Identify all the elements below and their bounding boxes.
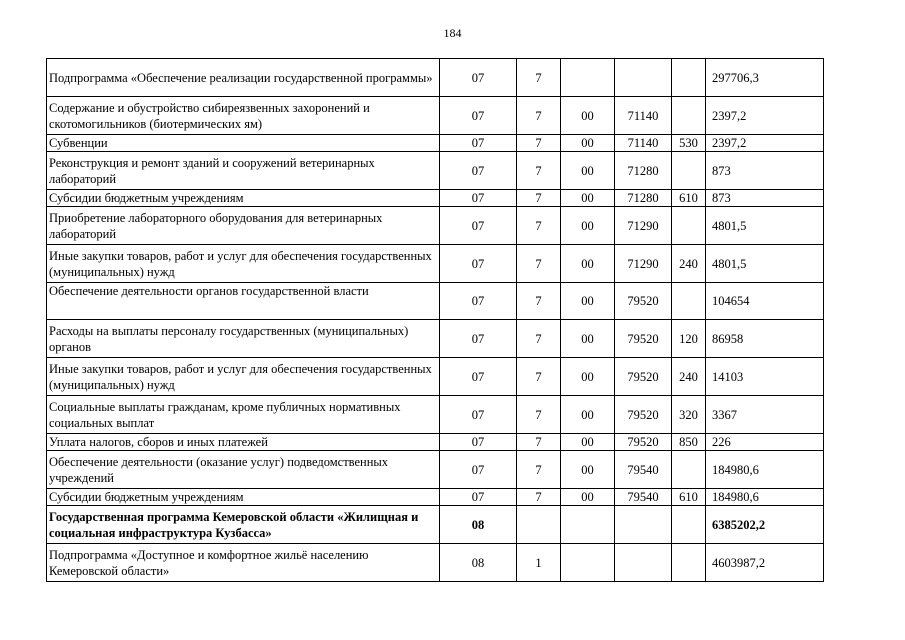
row-amount: 873 [706,190,824,207]
budget-table [46,58,824,582]
row-section-code: 07 [440,59,517,97]
row-direction-code: 71290 [615,245,672,283]
row-event-code: 00 [561,451,615,489]
row-section-code: 07 [440,135,517,152]
row-name: Приобретение лабораторного оборудования для ветеринарных лабораторий [47,207,440,245]
row-name: Социальные выплаты гражданам, кроме публичных нормативных социальных выплат [47,396,440,434]
row-section-code: 07 [440,245,517,283]
row-subprogram-code: 7 [517,245,561,283]
row-amount: 4801,5 [706,245,824,283]
row-subprogram-code [517,506,561,544]
row-section-code: 07 [440,97,517,135]
row-name: Обеспечение деятельности органов государственной власти [47,283,440,320]
row-expense-type-code: 240 [672,245,706,283]
row-expense-type-code [672,152,706,190]
row-direction-code [615,506,672,544]
row-amount: 2397,2 [706,135,824,152]
table-row [47,434,824,451]
row-direction-code: 71280 [615,190,672,207]
row-amount: 4603987,2 [706,544,824,582]
row-name: Подпрограмма «Обеспечение реализации государственной программы» [47,59,440,97]
row-direction-code: 71280 [615,152,672,190]
table-row [47,283,824,320]
row-direction-code: 79520 [615,320,672,358]
row-event-code: 00 [561,358,615,396]
row-event-code: 00 [561,434,615,451]
row-event-code: 00 [561,489,615,506]
row-amount: 3367 [706,396,824,434]
row-direction-code: 79520 [615,358,672,396]
row-event-code: 00 [561,97,615,135]
row-direction-code: 71140 [615,135,672,152]
row-direction-code: 79520 [615,434,672,451]
row-section-code: 07 [440,320,517,358]
row-expense-type-code: 240 [672,358,706,396]
row-amount: 6385202,2 [706,506,824,544]
row-expense-type-code: 530 [672,135,706,152]
row-amount: 297706,3 [706,59,824,97]
row-section-code: 07 [440,152,517,190]
row-section-code: 07 [440,396,517,434]
row-subprogram-code: 7 [517,358,561,396]
row-subprogram-code: 7 [517,207,561,245]
table-row [47,97,824,135]
row-expense-type-code: 610 [672,489,706,506]
row-amount: 86958 [706,320,824,358]
row-direction-code: 79520 [615,396,672,434]
row-direction-code: 79540 [615,489,672,506]
row-event-code [561,544,615,582]
row-expense-type-code [672,97,706,135]
table-row [47,358,824,396]
row-event-code [561,506,615,544]
row-direction-code: 79520 [615,283,672,320]
row-expense-type-code [672,506,706,544]
row-amount: 184980,6 [706,489,824,506]
row-expense-type-code: 320 [672,396,706,434]
row-amount: 184980,6 [706,451,824,489]
row-section-code: 08 [440,544,517,582]
row-section-code: 07 [440,451,517,489]
row-name: Субвенции [47,135,440,152]
row-name: Субсидии бюджетным учреждениям [47,489,440,506]
row-expense-type-code: 850 [672,434,706,451]
row-amount: 226 [706,434,824,451]
row-expense-type-code [672,59,706,97]
row-event-code: 00 [561,320,615,358]
row-direction-code: 71140 [615,97,672,135]
row-amount: 14103 [706,358,824,396]
row-subprogram-code: 7 [517,489,561,506]
table-row [47,59,824,97]
row-name: Содержание и обустройство сибиреязвенных захоронений и скотомогильников (биотермических ям) [47,97,440,135]
row-name: Иные закупки товаров, работ и услуг для обеспечения государственных (муниципальных) нужд [47,245,440,283]
row-section-code: 07 [440,207,517,245]
row-name: Обеспечение деятельности (оказание услуг) подведомственных учреждений [47,451,440,489]
row-subprogram-code: 7 [517,320,561,358]
row-direction-code: 79540 [615,451,672,489]
row-direction-code [615,59,672,97]
row-expense-type-code [672,207,706,245]
row-expense-type-code: 120 [672,320,706,358]
row-section-code: 07 [440,489,517,506]
row-name: Расходы на выплаты персоналу государственных (муниципальных) органов [47,320,440,358]
table-row [47,396,824,434]
row-name: Реконструкция и ремонт зданий и сооружений ветеринарных лабораторий [47,152,440,190]
row-subprogram-code: 7 [517,135,561,152]
row-expense-type-code [672,283,706,320]
row-name: Уплата налогов, сборов и иных платежей [47,434,440,451]
row-event-code: 00 [561,152,615,190]
row-expense-type-code [672,544,706,582]
row-event-code [561,59,615,97]
row-section-code: 08 [440,506,517,544]
row-section-code: 07 [440,358,517,396]
row-amount: 2397,2 [706,97,824,135]
row-amount: 4801,5 [706,207,824,245]
row-expense-type-code [672,451,706,489]
row-subprogram-code: 7 [517,59,561,97]
table-row [47,207,824,245]
table-row [47,451,824,489]
row-name: Подпрограмма «Доступное и комфортное жильё населению Кемеровской области» [47,544,440,582]
row-name: Иные закупки товаров, работ и услуг для обеспечения государственных (муниципальных) нужд [47,358,440,396]
row-event-code: 00 [561,245,615,283]
row-subprogram-code: 7 [517,152,561,190]
row-section-code: 07 [440,283,517,320]
page-number: 184 [443,26,462,40]
row-event-code: 00 [561,135,615,152]
row-amount: 873 [706,152,824,190]
table-row [47,152,824,190]
row-subprogram-code: 7 [517,434,561,451]
row-subprogram-code: 7 [517,451,561,489]
table-row [47,135,824,152]
table-row [47,544,824,582]
table-row [47,320,824,358]
row-direction-code [615,544,672,582]
row-amount: 104654 [706,283,824,320]
row-section-code: 07 [440,434,517,451]
row-name: Субсидии бюджетным учреждениям [47,190,440,207]
row-subprogram-code: 7 [517,396,561,434]
table-row [47,506,824,544]
row-subprogram-code: 7 [517,283,561,320]
row-name: Государственная программа Кемеровской области «Жилищная и социальная инфраструктура Кузбасса» [47,506,440,544]
row-subprogram-code: 7 [517,97,561,135]
row-event-code: 00 [561,283,615,320]
row-event-code: 00 [561,396,615,434]
row-event-code: 00 [561,207,615,245]
table-row [47,245,824,283]
row-event-code: 00 [561,190,615,207]
table-row [47,190,824,207]
row-subprogram-code: 1 [517,544,561,582]
row-section-code: 07 [440,190,517,207]
row-direction-code: 71290 [615,207,672,245]
table-row [47,489,824,506]
row-expense-type-code: 610 [672,190,706,207]
row-subprogram-code: 7 [517,190,561,207]
